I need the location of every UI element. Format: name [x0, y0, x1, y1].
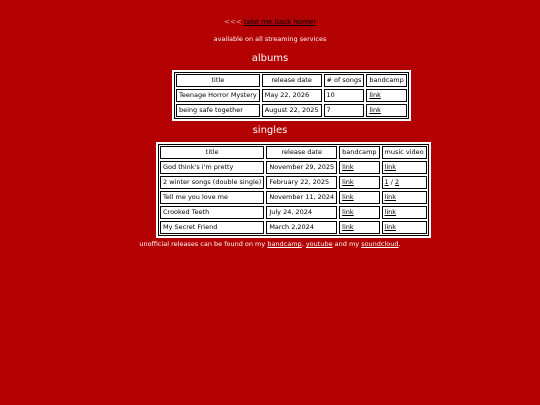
- column-header-music-video: music video: [382, 146, 427, 159]
- back-home-line: [0, 18, 540, 27]
- table-row: [160, 206, 427, 219]
- album-release-date: August 22, 2025: [262, 104, 322, 117]
- table-row: [176, 89, 407, 102]
- album-release-date: May 22, 2026: [262, 89, 322, 102]
- column-header-release-date: release date: [266, 146, 337, 159]
- single-title: My Secret Friend: [160, 221, 264, 234]
- single-release-date: November 29, 2025: [266, 161, 337, 174]
- single-release-date: February 22, 2025: [266, 176, 337, 189]
- single-release-date: November 11, 2024: [266, 191, 337, 204]
- single-title: Tell me you love me: [160, 191, 264, 204]
- album-song-count: 7: [324, 104, 365, 117]
- table-row: [160, 161, 427, 174]
- single-title: 2 winter songs (double single): [160, 176, 264, 189]
- footer-soundcloud-link[interactable]: soundcloud: [361, 240, 399, 248]
- single-release-date: July 24, 2024: [266, 206, 337, 219]
- music-video-link[interactable]: link: [384, 223, 397, 231]
- single-video-cell: [382, 161, 427, 174]
- single-title: Crooked Teeth: [160, 206, 264, 219]
- single-bandcamp-cell: [339, 191, 379, 204]
- bandcamp-link[interactable]: link: [342, 178, 354, 186]
- footer-prefix: unofficial releases can be found on my: [139, 240, 268, 248]
- column-header-bandcamp: bandcamp: [339, 146, 379, 159]
- single-video-cell: [382, 221, 427, 234]
- column-header-title: title: [160, 146, 264, 159]
- single-release-date: March 2,2024: [266, 221, 337, 234]
- footer-suffix: .: [398, 240, 401, 248]
- single-title: God think's i'm pretty: [160, 161, 264, 174]
- albums-table: [172, 70, 411, 121]
- music-video-link[interactable]: link: [384, 208, 397, 216]
- column-header-song-count: # of songs: [324, 74, 365, 87]
- availability-text: available on all streaming services: [213, 35, 327, 43]
- bandcamp-link[interactable]: link: [342, 163, 354, 171]
- album-title: being safe together: [176, 104, 260, 117]
- column-header-release-date: release date: [262, 74, 322, 87]
- singles-heading: singles: [252, 125, 288, 136]
- single-video-cell: [382, 206, 427, 219]
- table-header-row: [160, 146, 427, 159]
- album-bandcamp-cell: [366, 104, 406, 117]
- bandcamp-link[interactable]: link: [342, 208, 354, 216]
- table-row: [160, 176, 427, 189]
- footer-bandcamp-link[interactable]: bandcamp: [267, 240, 302, 248]
- albums-heading: albums: [251, 53, 289, 64]
- footer-separator: and my: [332, 240, 362, 248]
- table-header-row: [176, 74, 407, 87]
- album-song-count: 10: [324, 89, 365, 102]
- album-title: Teenage Horror Mystery: [176, 89, 260, 102]
- music-video-link[interactable]: link: [384, 163, 397, 171]
- bandcamp-link[interactable]: link: [342, 223, 354, 231]
- album-bandcamp-cell: [366, 89, 406, 102]
- column-header-bandcamp: bandcamp: [366, 74, 406, 87]
- single-bandcamp-cell: [339, 206, 379, 219]
- video-link-separator: /: [388, 178, 395, 186]
- music-video-link-1[interactable]: 1: [384, 178, 389, 186]
- single-bandcamp-cell: [339, 176, 379, 189]
- singles-table: [156, 142, 431, 238]
- music-video-link-2[interactable]: 2: [395, 178, 400, 186]
- column-header-title: title: [176, 74, 260, 87]
- single-video-cell: [382, 191, 427, 204]
- table-row: [176, 104, 407, 117]
- single-video-cell: [382, 176, 427, 189]
- table-row: [160, 221, 427, 234]
- table-row: [160, 191, 427, 204]
- single-bandcamp-cell: [339, 221, 379, 234]
- back-home-link[interactable]: take me back home!: [243, 18, 317, 26]
- bandcamp-link[interactable]: link: [369, 91, 381, 99]
- unofficial-releases-note: [0, 240, 540, 249]
- bandcamp-link[interactable]: link: [342, 193, 354, 201]
- music-video-link[interactable]: link: [384, 193, 397, 201]
- back-arrow: <<<: [223, 18, 242, 26]
- footer-youtube-link[interactable]: youtube: [305, 240, 333, 248]
- footer-separator: ,: [301, 240, 306, 248]
- bandcamp-link[interactable]: link: [369, 106, 381, 114]
- single-bandcamp-cell: [339, 161, 379, 174]
